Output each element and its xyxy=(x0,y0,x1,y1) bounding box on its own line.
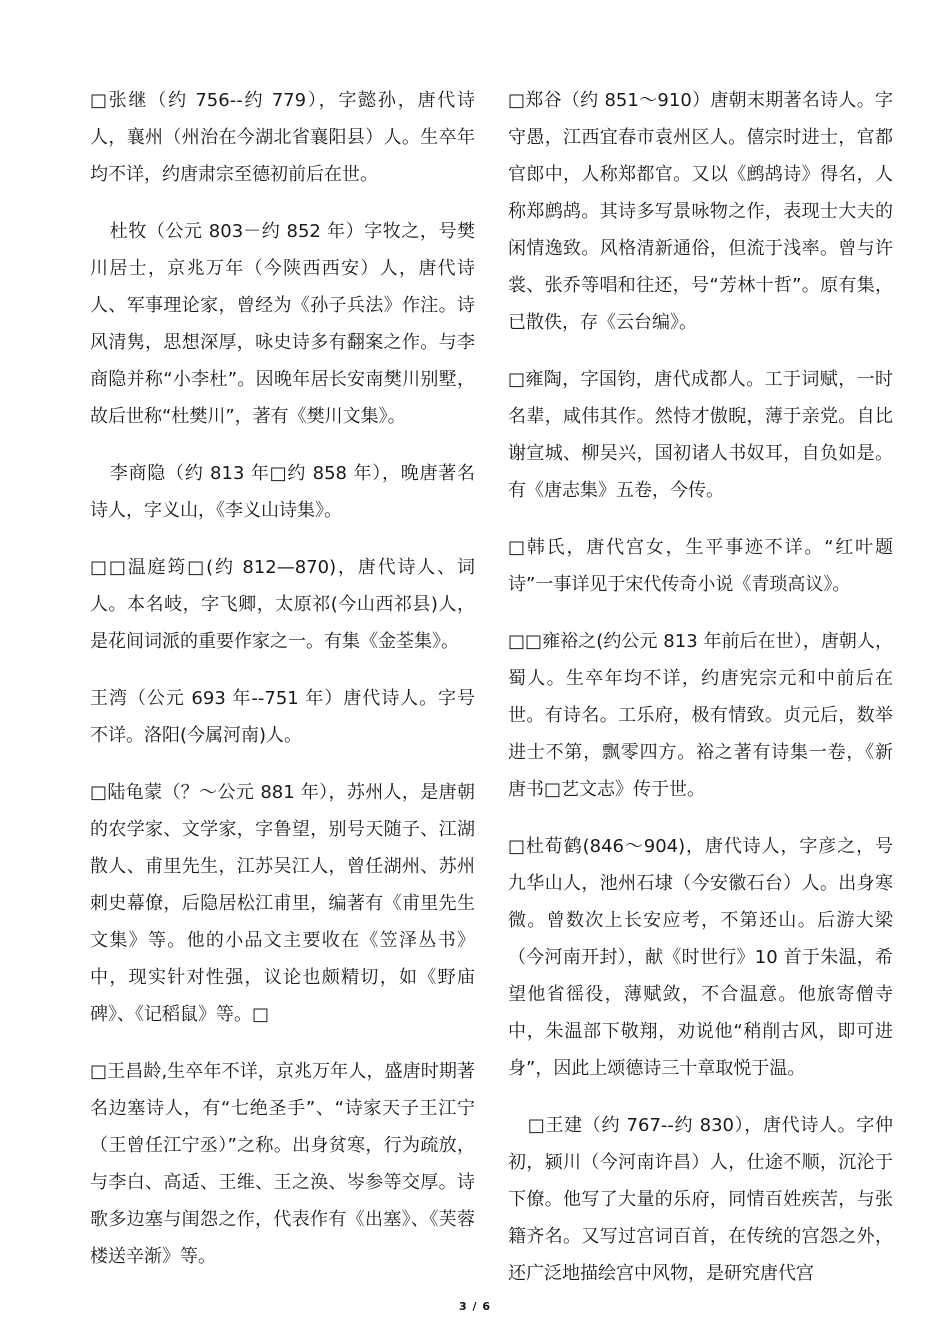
entry-lu-guimeng: □陆龟蒙（？～公元 881 年），苏州人，是唐朝的农学家、文学家，字鲁望，别号天随子、江湖散人、甫里先生，江苏吴江人，曾任湖州、苏州刺史幕僚，后隐居松江甫里，编著有《甫里先生文集》等。他的小品文主要收在《笠泽丛书》中，现实针对性强，议论也颇精切，如《野庙碑》、《记稻鼠》等。□ xyxy=(90,782,475,1025)
entry-yong-yuzhi: □□雍裕之(约公元 813 年前后在世），唐朝人，蜀人。生卒年均不详，约唐宪宗元和中前后在世。有诗名。工乐府，极有情致。贞元后，数举进士不第，飘零四方。裕之著有诗集一卷，《新唐书□艺文志》传于世。 xyxy=(508,631,893,800)
entry-li-shangyin: 李商隐（约 813 年□约 858 年），晚唐著名诗人，字义山，《李义山诗集》。 xyxy=(90,463,475,521)
entry-du-mu: 杜牧（公元 803－约 852 年）字牧之，号樊川居士，京兆万年（今陕西西安）人，唐代诗人、军事理论家，曾经为《孙子兵法》作注。诗风清隽，思想深厚，咏史诗多有翻案之作。与李商隐并称“小李杜”。因晚年居长安南樊川别墅，故后世称“杜樊川”，著有《樊川文集》。 xyxy=(90,221,475,427)
entry-wang-changling: □王昌龄,生卒年不详，京兆万年人，盛唐时期著名边塞诗人，有“七绝圣手”、“诗家天子王江宁（王曾任江宁丞）”之称。出身贫寒，行为疏放，与李白、高适、王维、王之涣、岑参等交厚。诗歌多边塞与闺怨之作，代表作有《出塞》、《芙蓉楼送辛渐》等。 xyxy=(90,1061,475,1267)
entry-du-xunhe: □杜荀鹤(846～904)，唐代诗人，字彦之，号九华山人，池州石埭（今安徽石台）人。出身寒微。曾数次上长安应考，不第还山。后游大梁（今河南开封），献《时世行》10 首于朱温，希望他省徭役，薄赋敛，不合温意。他旅寄僧寺中，朱温部下敬翔，劝说他“稍削古风，即可进身”，因此上颂德诗三十章取悦于温。 xyxy=(508,836,893,1079)
entry-zheng-gu: □郑谷（约 851～910）唐朝末期著名诗人。字守愚，江西宜春市袁州区人。僖宗时进士，官都官郎中，人称郑都官。又以《鹧鸪诗》得名，人称郑鹧鸪。其诗多写景咏物之作，表现士大夫的闲情逸致。风格清新通俗，但流于浅率。曾与许裳、张乔等唱和往还，号“芳林十哲”。原有集，已散佚，存《云台编》。 xyxy=(508,90,893,333)
entry-wen-tingyun: □□温庭筠□(约 812—870)，唐代诗人、词人。本名岐，字飞卿，太原祁(今山西祁县)人，是花间词派的重要作家之一。有集《金荃集》。 xyxy=(90,557,475,652)
left-column xyxy=(90,82,475,1295)
entry-zhang-ji: □张继（约 756--约 779），字懿孙，唐代诗人，襄州（州治在今湖北省襄阳县）人。生卒年均不详，约唐肃宗至德初前后在世。 xyxy=(90,90,475,185)
entry-wang-jian: □王建（约 767--约 830），唐代诗人。字仲初，颍川（今河南许昌）人，仕途不顺，沉沦于下僚。他写了大量的乐府，同情百姓疾苦，与张籍齐名。又写过宫词百首，在传统的宫怨之外，还广泛地描绘宫中风物，是研究唐代宫 xyxy=(508,1115,893,1284)
entry-han-shi: □韩氏，唐代宫女，生平事迹不详。“红叶题诗”一事详见于宋代传奇小说《青琐高议》。 xyxy=(508,537,893,595)
right-column xyxy=(508,82,893,1312)
entry-yong-tao: □雍陶，字国钧，唐代成都人。工于词赋，一时名辈，咸伟其作。然恃才傲睨，薄于亲党。自比谢宣城、柳吴兴，国初诸人书奴耳，自负如是。有《唐志集》五卷，今传。 xyxy=(508,369,893,501)
page-number: 3 / 6 xyxy=(459,1300,491,1313)
entry-wang-wan: 王湾（公元 693 年--751 年）唐代诗人。字号不详。洛阳(今属河南)人。 xyxy=(90,688,475,746)
